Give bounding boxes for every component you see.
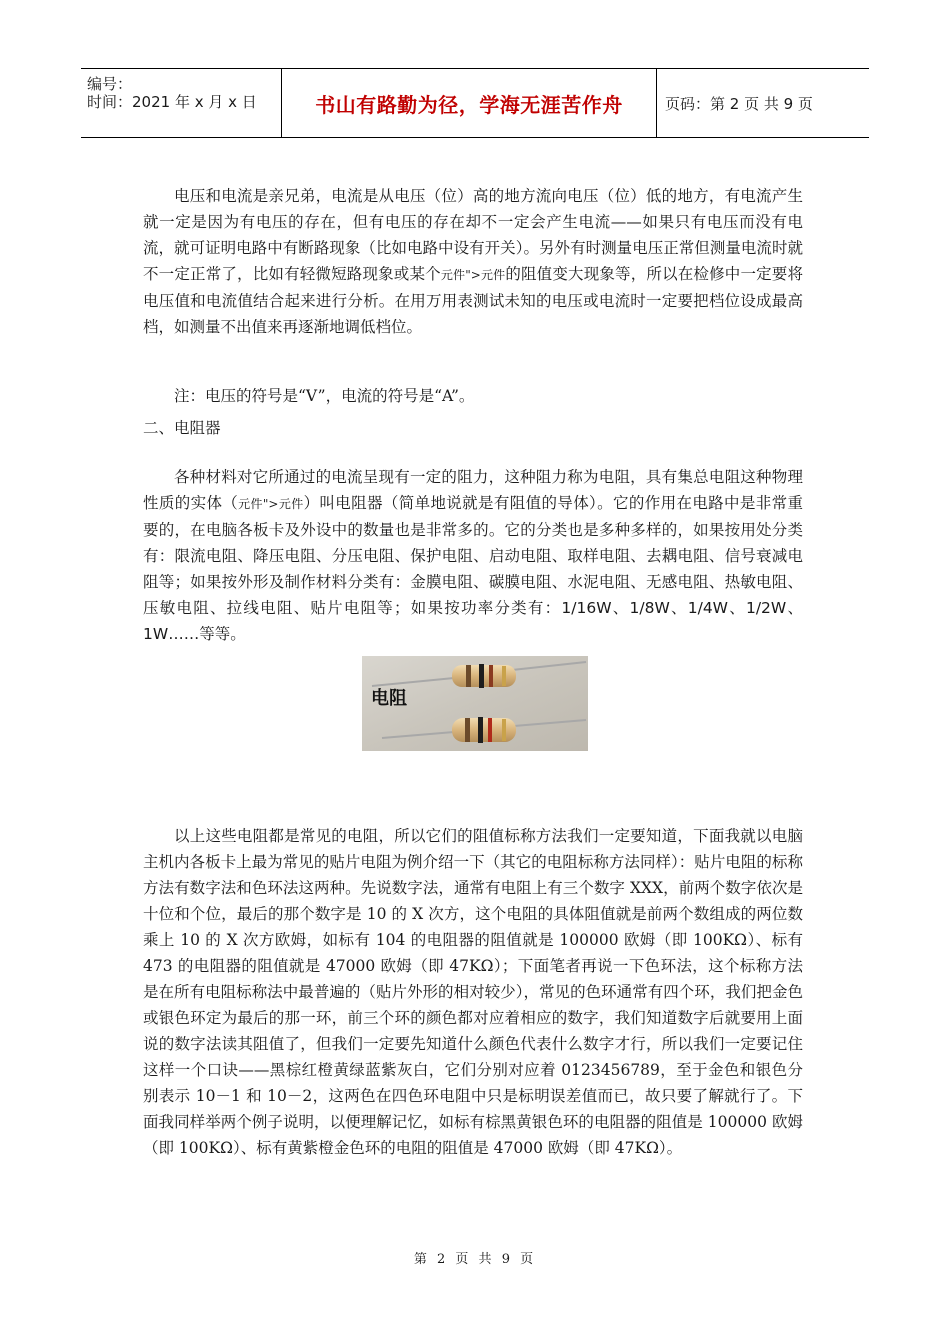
document-header [81,68,869,138]
para1-link-element[interactable]: 元件">元 [440,268,494,282]
paragraph-voltage-current [143,183,803,340]
resistor-photo [362,656,588,751]
resistor-photo-label: 电阻 [371,688,407,709]
section-title-resistor [143,415,803,441]
paragraph-resistor-marking [143,823,803,1161]
para1-link-element-tail[interactable]: 件 [493,268,506,282]
section-title: 二、电阻器 [143,419,221,437]
para2-link-element[interactable]: 元件">元件 [238,497,304,511]
resistor-top [452,664,516,688]
para2-power-list: 1/16W、1/8W、1/4W、1/2W、1W……等等。 [143,599,803,643]
header-page-cell [657,69,869,137]
page-footer [0,1248,950,1267]
para2-text-a: 各种材料对它所通过的电流呈现有一定的阻力，这种阻力称为电阻，具有集总电阻这种物理性质的实体（ [143,468,803,512]
resistor-bottom [452,717,516,743]
note-line [143,383,803,409]
header-number-label: 编号： [87,75,133,93]
para1-text-a: 电压和电流是亲兄弟，电流是从电压（位）高的地方流向电压（位）低的地方，有电流产生就一定是因为有电压的存在，但有电压的存在却不一定会产生电流——如果只有电压而没有电流，就可证明电路中有断路现象（比如电路中设有开关）。另外有时测量电压正常但测量电流时就不一定正常了，比如有轻微短路现象或某个 [143,187,803,283]
resistor-photo-svg [362,656,588,751]
header-time-label: 时间：2021 年 x 月 x 日 [87,93,257,111]
header-meta-cell [81,69,282,137]
note-text: 注：电压的符号是“V”，电流的符号是“A”。 [174,387,475,405]
header-motto-cell [282,69,657,137]
paragraph-resistor-intro [143,464,803,647]
para1-text-b: 的阻值变大现象等，所以在检修中一定要将电压值和电流值结合起来进行分析。在用万用表测试未知的电压或电流时一定要把档位设成最高档，如测量不出值来再逐渐地调低档位。 [143,265,803,336]
header-motto: 书山有路勤为径，学海无涯苦作舟 [315,92,623,117]
header-page-code: 页码：第 2 页 共 9 页 [665,94,813,113]
para2-text-b: ）叫电阻器（简单地说就是有阻值的导体）。它的作用在电路中是非常重要的，在电脑各板卡及外设中的数量也是非常多的。它的分类也是多种多样的，如果按用处分类有：限流电阻、降压电阻、分压电阻、保护电阻、启动电阻、取样电阻、去耦电阻、信号衰减电阻等；如果按外形及制作材料分类有：金膜电阻、碳膜电阻、水泥电阻、无感电阻、热敏电阻、压敏电阻、拉线电阻、贴片电阻等；如果按功率分类有： [143,494,803,617]
page-footer-text: 第 2 页 共 9 页 [413,1252,537,1267]
para3-text: 以上这些电阻都是常见的电阻，所以它们的阻值标称方法我们一定要知道，下面我就以电脑主机内各板卡上最为常见的贴片电阻为例介绍一下（其它的电阻标称方法同样）：贴片电阻的标称方法有数字法和色环法这两种。先说数字法，通常有电阻上有三个数字 XXX，前两个数字依次是十位和个位，最后的那个数字是 10 的 X 次方，这个电阻的具体阻值就是前两个数组成的两位数乘上 10 的 X 次方欧姆，如标有 104 的电阻器的阻值就是 100000 欧姆（即 100KΩ）、标有 473 的电阻器的阻值就是 47000 欧姆（即 47KΩ）；下面笔者再说一下色环法，这个标称方法是在所有电阻标称法中最普遍的（贴片外形的相对较少），常见的色环通常有四个环，我们把金色或银色环定为最后的那一环，前三个环的颜色都对应着相应的数字，我们知道数字后就要用上面说的数字法读其阻值了，但我们一定要先知道什么颜色代表什么数字才行，所以我们一定要记住这样一个口诀——黑棕红橙黄绿蓝紫灰白，它们分别对应着 0123456789，至于金色和银色分别表示 10－1 和 10－2，这两色在四色环电阻中只是标明误差值而已，故只要了解就行了。下面我同样举两个例子说明，以便理解记忆，如标有棕黑黄银色环的电阻器的阻值是 100000 欧姆（即 100KΩ）、标有黄紫橙金色环的电阻的阻值是 47000 欧姆（即 47KΩ）。 [143,827,803,1157]
